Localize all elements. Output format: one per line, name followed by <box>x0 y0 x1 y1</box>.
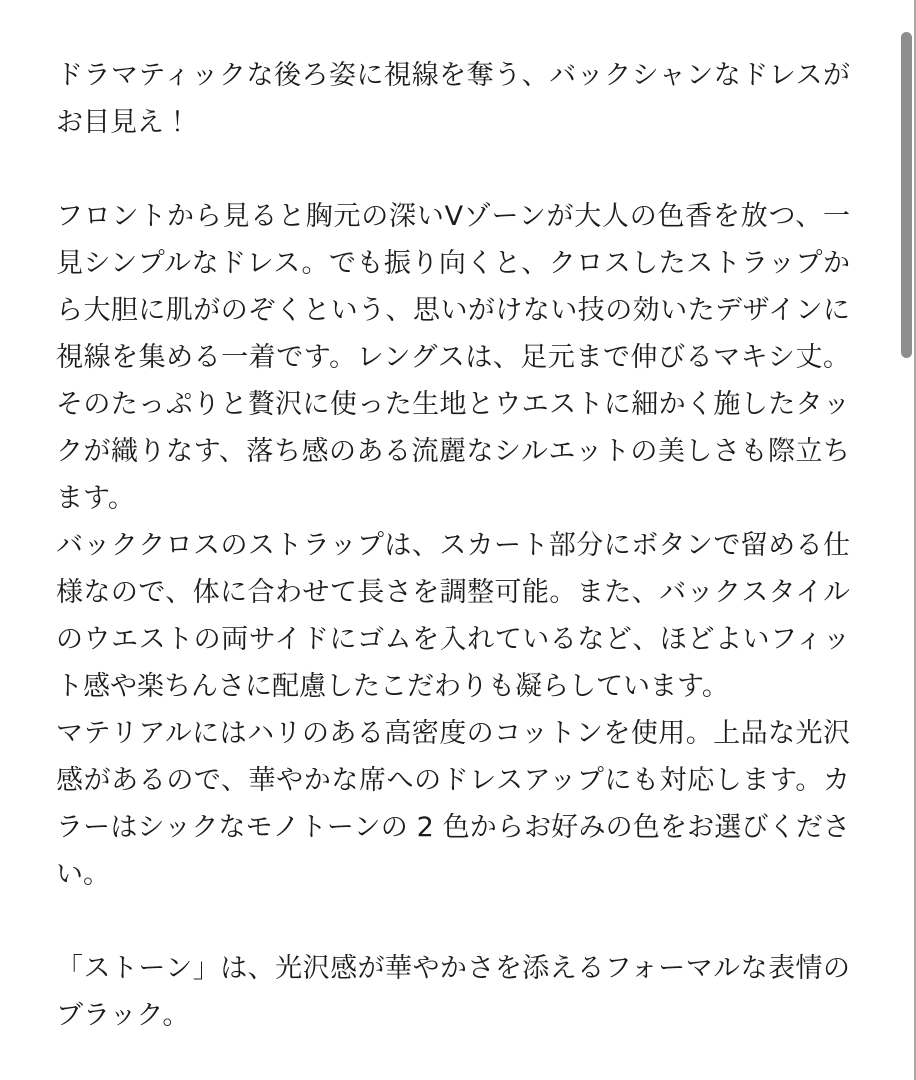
text-line: バッククロスのストラップは、スカート部分にボタンで留める仕 <box>56 530 850 561</box>
text-line: フロントから見ると胸元の深いVゾーンが大人の色香を放つ、一 <box>56 201 850 232</box>
text-line: クが織りなす、落ち感のある流麗なシルエットの美しさも際立ち <box>56 436 850 467</box>
scrollbar-thumb[interactable] <box>901 32 912 358</box>
text-line: そのたっぷりと贅沢に使った生地とウエストに細かく施したタッ <box>56 389 850 420</box>
paragraph <box>56 52 850 146</box>
text-line: ト感や楽ちんさに配慮したこだわりも凝らしています。 <box>56 671 729 702</box>
text-line: 「ストーン」は、光沢感が華やかさを添えるフォーマルな表情の <box>56 953 850 984</box>
text-line: ます。 <box>56 483 135 514</box>
text-line: のウエストの両サイドにゴムを入れているなど、ほどよいフィッ <box>56 624 850 655</box>
text-line: 感があるので、華やかな席へのドレスアップにも対応します。カ <box>56 765 850 796</box>
text-line: ら大胆に肌がのぞくという、思いがけない技の効いたデザインに <box>56 295 850 326</box>
text-line: 視線を集める一着です。レングスは、足元まで伸びるマキシ丈。 <box>56 342 850 373</box>
paragraph <box>56 945 850 1039</box>
product-description-text <box>56 52 850 1039</box>
paragraph <box>56 193 850 898</box>
text-line: ラーはシックなモノトーンの 2 色からお好みの色をお選びくださ <box>56 812 850 843</box>
text-line: 見シンプルなドレス。でも振り向くと、クロスしたストラップか <box>56 248 850 279</box>
text-line: お目見え！ <box>56 107 191 138</box>
text-line: ブラック。 <box>56 1000 190 1031</box>
text-line: ドラマティックな後ろ姿に視線を奪う、バックシャンなドレスが <box>56 60 850 91</box>
text-line: 様なので、体に合わせて長さを調整可能。また、バックスタイル <box>56 577 850 608</box>
text-line: マテリアルにはハリのある高密度のコットンを使用。上品な光沢 <box>56 718 850 749</box>
text-line: い。 <box>56 859 110 890</box>
